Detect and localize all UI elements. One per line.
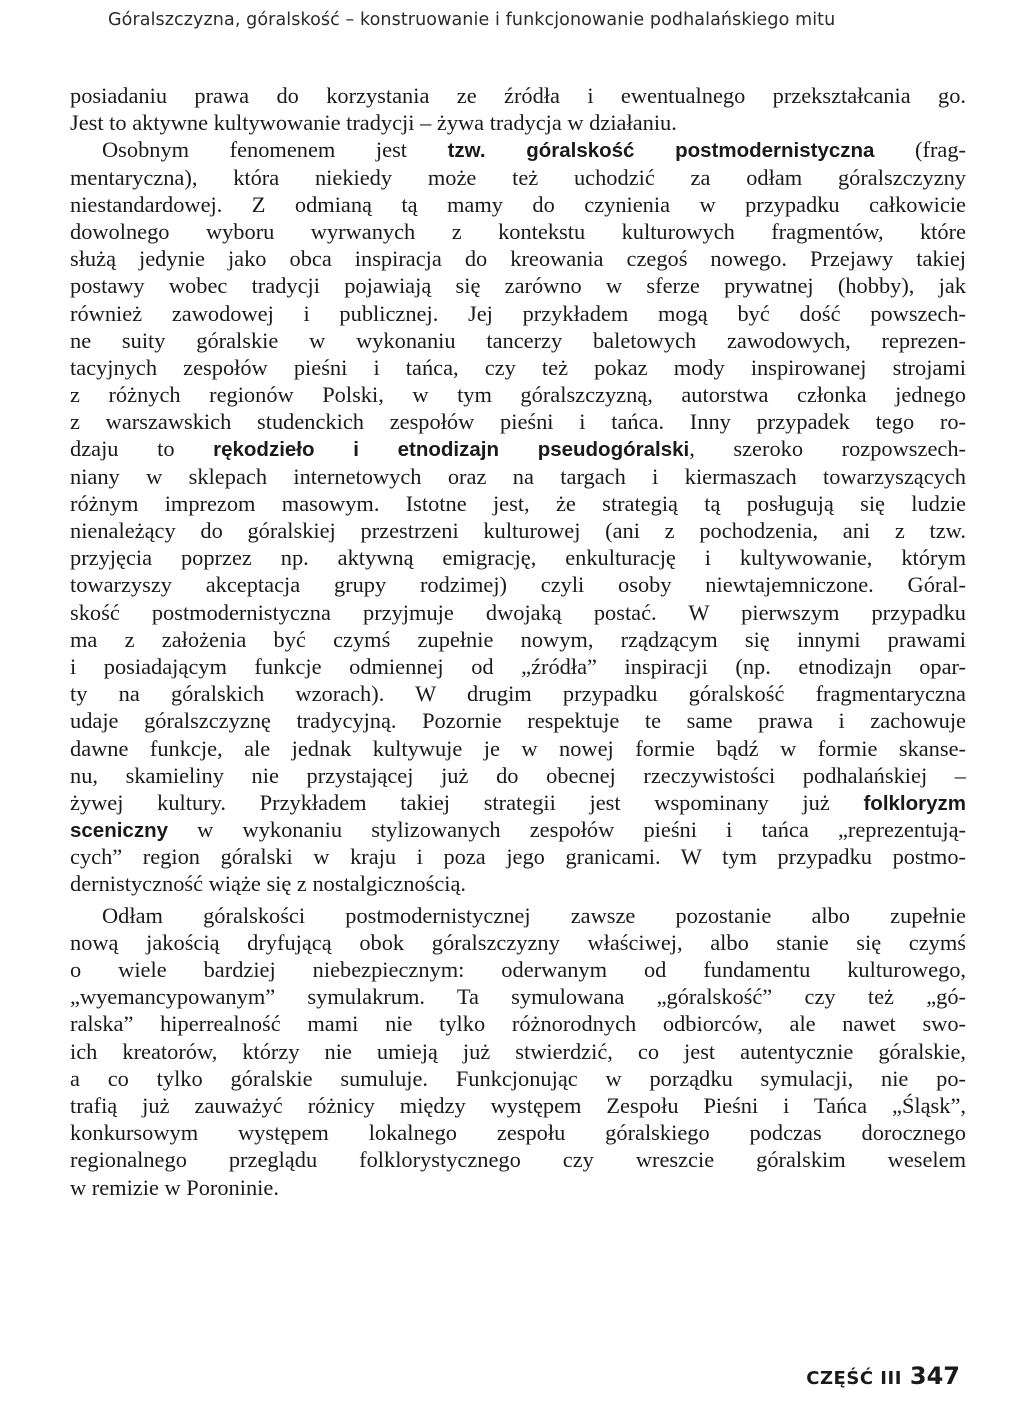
text-line [70, 789, 966, 816]
text-line: ralska” hiperrealność mami nie tylko różnorodnych odbiorców, ale nawet swo- [70, 1011, 966, 1037]
text-line [70, 816, 966, 843]
text-line: Jest to aktywne kultywowanie tradycji – żywa tradycja w działaniu. [70, 110, 677, 136]
text-run: (frag- [874, 137, 966, 163]
text-line: Odłam góralskości postmodernistycznej zawsze pozostanie albo zupełnie [102, 902, 966, 928]
text-line: również zawodowej i publicznej. Jej przykładem mogą być dość powszech- [70, 300, 966, 326]
text-line: dawne funkcje, ale jednak kultywuje je w nowej formie bądź w formie skanse- [70, 735, 966, 761]
text-line: cych” region góralski w kraju i poza jego granicami. W tym przypadku postmo- [70, 844, 966, 870]
text-line: ne suity góralskie w wykonaniu tancerzy baletowych zawodowych, reprezen- [70, 327, 966, 353]
text-line: różnym imprezom masowym. Istotne jest, że strategią tą posługują się ludzie [70, 490, 966, 516]
text-line: z różnych regionów Polski, w tym góralszczyzną, autorstwa członka jednego [70, 382, 966, 408]
text-line: w remizie w Poroninie. [70, 1174, 279, 1200]
text-line: i posiadającym funkcje odmiennej od „źródła” inspiracji (np. etnodizajn opar- [70, 653, 966, 679]
running-head: Góralszczyzna, góralskość – konstruowanie i funkcjonowanie podhalańskiego mitu [108, 10, 836, 30]
text-line: regionalnego przeglądu folklorystycznego czy wreszcie góralskim weselem [70, 1147, 966, 1173]
text-line: służą jedynie jako obca inspiracja do kreowania czegoś nowego. Przejawy takiej [70, 246, 966, 272]
text-line: ich kreatorów, którzy nie umieją już stwierdzić, co jest autentycznie góralskie, [70, 1038, 966, 1064]
text-run: żywej kultury. Przykładem takiej strategii jest wspominany już [70, 789, 864, 815]
body-text [70, 82, 966, 1201]
text-line: przyjęcia poprzez np. aktywną emigrację, enkulturację i kultywowanie, którym [70, 545, 966, 571]
text-line: o wiele bardziej niebezpiecznym: oderwanym od fundamentu kulturowego, [70, 957, 966, 982]
text-line: „wyemancypowanym” symulakrum. Ta symulowana „góralskość” czy też „gó- [70, 984, 966, 1010]
text-line: trafią już zauważyć różnicy między występem Zespołu Pieśni i Tańca „Śląsk”, [70, 1092, 966, 1118]
text-line: nu, skamieliny nie przystającej już do obecnej rzeczywistości podhalańskiej – [70, 762, 966, 788]
text-line: mentaryczna), która niekiedy może też uchodzić za odłam góralszczyzny [70, 164, 966, 190]
text-line: dernistyczność wiąże się z nostalgicznością. [70, 871, 467, 897]
text-line: ty na góralskich wzorach). W drugim przypadku góralskość fragmentaryczna [70, 681, 966, 707]
text-line: ma z założenia być czymś zupełnie nowym, rządzącym się innymi prawami [70, 626, 966, 652]
text-line: niestandardowej. Z odmianą tą mamy do czynienia w przypadku całkowicie [70, 191, 966, 217]
term-rekodzielo-etnodizajn: rękodzieło i etnodizajn pseudogóralski [213, 438, 690, 462]
text-line [70, 435, 966, 462]
text-line: a co tylko góralskie sumuluje. Funkcjonując w porządku symulacji, nie po- [70, 1065, 966, 1091]
term-goralskosc-postmodernistyczna: tzw. góralskość postmodernistyczna [447, 139, 875, 163]
term-sceniczny: sceniczny [70, 819, 168, 843]
text-line: towarzyszy akceptacja grupy rodzimej) czyli osoby niewtajemniczone. Góral- [70, 572, 966, 598]
term-folkloryzm: folkloryzm [863, 791, 966, 815]
text-line: z warszawskich studenckich zespołów pieśni i tańca. Inny przypadek tego ro- [70, 409, 966, 435]
text-line: niany w sklepach internetowych oraz na targach i kiermaszach towarzyszących [70, 463, 966, 489]
text-line: konkursowym występem lokalnego zespołu góralskiego podczas dorocznego [70, 1120, 966, 1146]
text-run: dzaju to [70, 436, 214, 462]
part-label: CZĘŚĆ III [806, 1368, 902, 1389]
page-number: 347 [909, 1362, 960, 1390]
page-footer [806, 1362, 960, 1390]
text-line: tacyjnych zespołów pieśni i tańca, czy też pokaz mody inspirowanej strojami [70, 354, 966, 380]
text-line: nową jakością dryfującą obok góralszczyzny właściwej, albo stanie się czymś [70, 929, 966, 955]
text-line: posiadaniu prawa do korzystania ze źródła i ewentualnego przekształcania go. [70, 83, 966, 108]
text-line: skość postmodernistyczna przyjmuje dwojaką postać. W pierwszym przypadku [70, 599, 966, 625]
text-line: dowolnego wyboru wyrwanych z kontekstu kulturowych fragmentów, które [70, 218, 966, 244]
text-line: nienależący do góralskiej przestrzeni kulturowej (ani z pochodzenia, ani z tzw. [70, 518, 966, 543]
text-line [70, 136, 966, 163]
text-run: Osobnym fenomenem jest [102, 137, 448, 163]
text-run: w wykonaniu stylizowanych zespołów pieśni i tańca „reprezentują- [168, 817, 966, 843]
text-line: postawy wobec tradycji pojawiają się zarówno w sferze prywatnej (hobby), jak [70, 273, 966, 299]
text-line: udaje góralszczyznę tradycyjną. Pozornie respektuje te same prawa i zachowuje [70, 708, 966, 734]
text-run: , szeroko rozpowszech- [689, 436, 966, 462]
